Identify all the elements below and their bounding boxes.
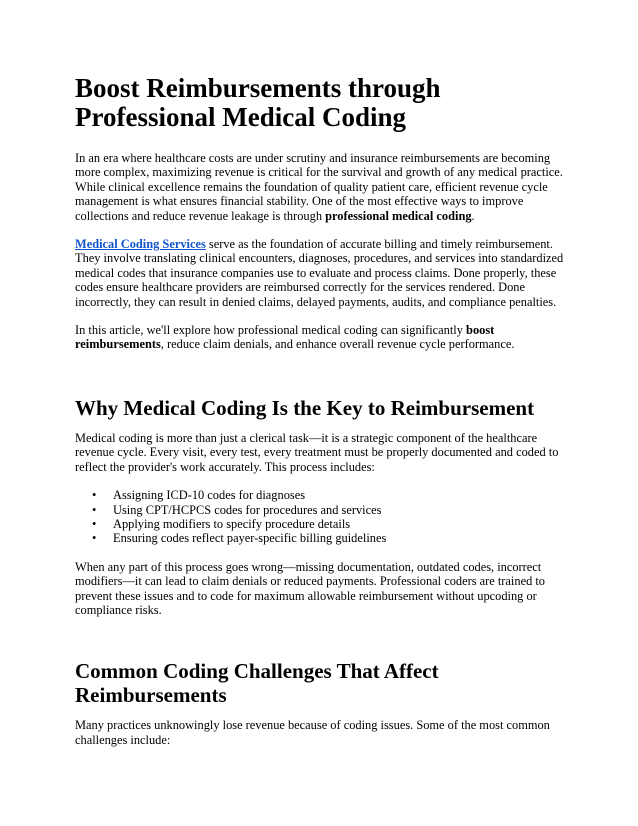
challenges-paragraph: Many practices unknowingly lose revenue because of coding issues. Some of the most common challenges include: [75,718,550,747]
bullet-icon: • [92,502,97,517]
list-item-text: Assigning ICD-10 codes for diagnoses [113,488,306,503]
article-intro-paragraph [75,323,565,352]
section-heading-challenges: Common Coding Challenges That Affect Reimbursements [75,659,439,708]
bullet-icon: • [92,531,97,546]
article-intro-bold: boost reimbursements [75,323,495,352]
services-text: serve as the foundation of accurate billing and timely reimbursement. They involve translating clinical encounters, diagnoses, procedures, and services into standardized medical codes that insurance companies use to evaluate and process claims. Done properly, these codes ensure healthcare providers are reimbursed correctly for the services rendered. Done incorrectly, they can result in denied claims, delayed payments, audits, and compliance penalties. [75,237,564,309]
list-item [75,488,565,502]
document-page [75,74,565,747]
why-coding-paragraph: Medical coding is more than just a clerical task—it is a strategic component of the healthcare revenue cycle. Every visit, every test, every treatment must be properly documented and coded to reflect the provider's work accurately. This process includes: [75,430,559,474]
section-heading-why-coding: Why Medical Coding Is the Key to Reimbursement [75,395,535,420]
page-title: Boost Reimbursements through Professional Medical Coding [75,73,441,132]
list-item-text: Applying modifiers to specify procedure details [113,516,351,531]
intro-text: In an era where healthcare costs are under scrutiny and insurance reimbursements are becoming more complex, maximizing revenue is critical for the survival and growth of any medical practice. While clinical excellence remains the foundation of quality patient care, efficient revenue cycle management is what ensures financial stability. One of the most effective ways to improve collections and reduce revenue leakage is through [75,151,563,223]
article-intro-text: In this article, we'll explore how professional medical coding can significantly [75,323,467,338]
coding-process-list [75,488,565,546]
list-item [75,531,565,545]
article-intro-end: , reduce claim denials, and enhance overall revenue cycle performance. [160,337,515,352]
list-item [75,503,565,517]
bullet-icon: • [92,516,97,531]
services-paragraph [75,237,565,309]
intro-paragraph [75,151,565,223]
bullet-icon: • [92,488,97,503]
list-item [75,517,565,531]
coding-errors-paragraph: When any part of this process goes wrong—missing documentation, outdated codes, incorrect modifiers—it can lead to claim denials or reduced payments. Professional coders are trained to prevent these issues and to code for maximum allowable reimbursement without upcoding or compliance risks. [75,559,545,617]
intro-bold: professional medical coding [325,208,472,223]
medical-coding-services-link[interactable]: Medical Coding Services [75,237,206,252]
intro-end: . [471,208,475,223]
list-item-text: Ensuring codes reflect payer-specific billing guidelines [113,531,387,546]
list-item-text: Using CPT/HCPCS codes for procedures and services [113,502,382,517]
